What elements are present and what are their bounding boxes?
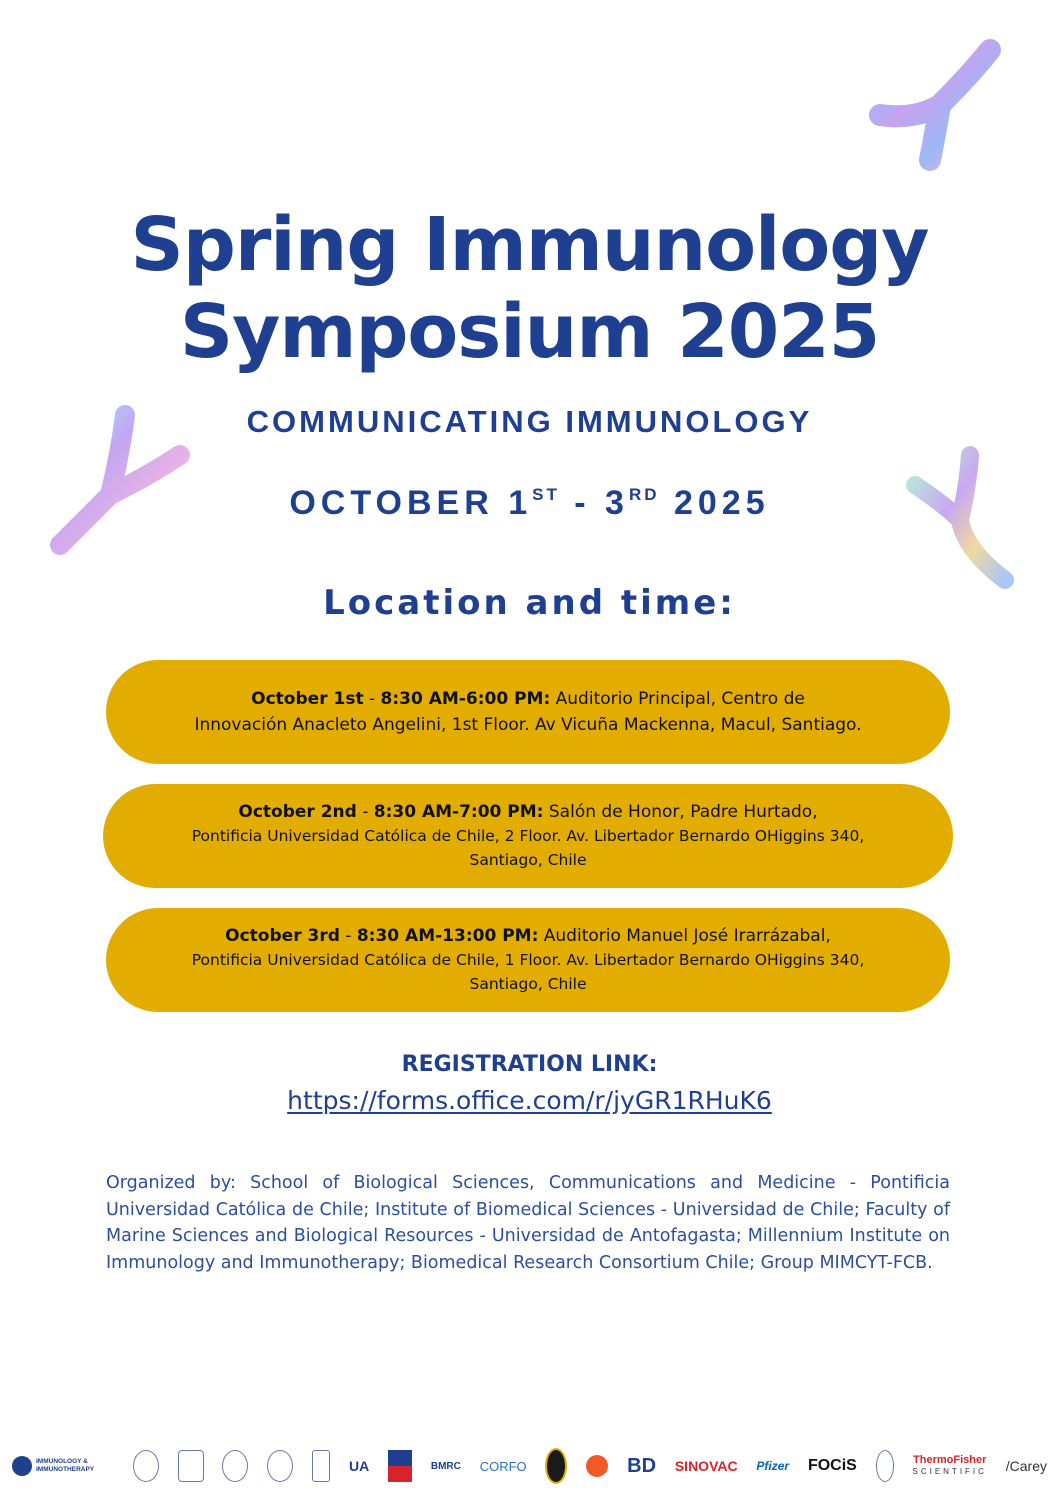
immunology-institute-icon (12, 1456, 32, 1476)
event-dates (0, 484, 1059, 523)
event-subtitle: COMMUNICATING IMMUNOLOGY (246, 404, 813, 439)
session-place: Auditorio Principal, Centro de (550, 689, 805, 709)
thermofisher-label: ThermoFisher (913, 1454, 987, 1466)
corfo-logo: CORFO (479, 1458, 527, 1474)
session-card-day-2 (103, 784, 953, 888)
session-time: 8:30 AM-7:00 PM: (373, 802, 544, 822)
session-time: 8:30 AM-13:00 PM: (356, 926, 539, 946)
bd-logo: BD (627, 1454, 657, 1477)
organizers-paragraph: Organized by: School of Biological Sciences, Communications and Medicine - Pontificia Universidad Católica de Chile; Institute of Biomedical Sciences - Universidad de Chile; Faculty of Marine Sciences and Biological Resources - Universidad de Antofagasta; Millennium Institute on Immunology and Immunotherapy; Biomedical Research Consortium Chile; Group MIMCYT-FCB. (106, 1173, 950, 1273)
session-line-3: Santiago, Chile (469, 851, 587, 869)
ua-logo: UA (348, 1458, 370, 1474)
session-line-1 (106, 924, 950, 948)
page-title-line-1: Spring Immunology (130, 202, 929, 288)
session-line-1 (103, 800, 953, 824)
session-place: Salón de Honor, Padre Hurtado, (543, 802, 818, 822)
sponsor-logo-strip (12, 1444, 1047, 1488)
registration-heading: REGISTRATION LINK: (401, 1052, 658, 1077)
session-place: Auditorio Manuel José Irarrázabal, (538, 926, 831, 946)
date-separator: - 3 (559, 484, 629, 522)
session-line-2: Innovación Anacleto Angelini, 1st Floor. Av Vicuña Mackenna, Macul, Santiago. (194, 715, 862, 735)
antofagasta-emblem-logo (545, 1448, 567, 1484)
session-line-2: Pontificia Universidad Católica de Chile, 2 Floor. Av. Libertador Bernardo OHiggins 340, (191, 827, 865, 845)
date-end-suffix: RD (628, 485, 660, 504)
session-line-1 (106, 686, 950, 712)
university-badge-logo (312, 1450, 330, 1482)
session-card-day-1 (106, 660, 950, 764)
page-title-line-2: Symposium 2025 (179, 289, 880, 375)
registration-link[interactable]: https://forms.office.com/r/jyGR1RHuK6 (287, 1086, 772, 1115)
focis-logo: FOCiS (807, 1457, 857, 1474)
immunology-institute-logo (12, 1456, 114, 1476)
bd-icon (586, 1455, 608, 1477)
sinovac-logo: SINOVAC (674, 1458, 738, 1474)
session-line-3: Santiago, Chile (469, 975, 587, 993)
date-year: 2025 (659, 484, 770, 522)
bmrc-logo: BMRC (430, 1460, 461, 1472)
session-day: October 1st (251, 689, 364, 709)
university-crest-logo (267, 1450, 293, 1482)
pfizer-logo: Pfizer (756, 1459, 790, 1473)
session-separator: - (356, 802, 374, 822)
chile-government-logo (388, 1450, 412, 1482)
session-card-day-3 (106, 908, 950, 1012)
antibody-illustration-top-right (860, 35, 1010, 180)
thermofisher-sublabel: SCIENTIFIC (912, 1467, 987, 1476)
carey-logo: /Carey (1005, 1458, 1047, 1474)
session-day: October 3rd (225, 926, 340, 946)
date-start-suffix: ST (532, 485, 560, 504)
immunology-institute-label: IMMUNOLOGY & IMMUNOTHERAPY (36, 1458, 95, 1473)
session-separator: - (339, 926, 357, 946)
session-time: 8:30 AM-6:00 PM: (380, 689, 551, 709)
society-seal-logo (876, 1450, 894, 1482)
thermofisher-logo (912, 1455, 986, 1477)
session-separator: - (363, 689, 381, 709)
session-day: October 2nd (238, 802, 357, 822)
date-start: OCTOBER 1 (289, 484, 533, 522)
university-emblem-logo (222, 1450, 248, 1482)
session-line-2: Pontificia Universidad Católica de Chile, 1 Floor. Av. Libertador Bernardo OHiggins 340, (191, 951, 865, 969)
university-shield-logo (178, 1450, 204, 1482)
university-seal-logo (133, 1450, 159, 1482)
location-heading: Location and time: (323, 583, 736, 623)
